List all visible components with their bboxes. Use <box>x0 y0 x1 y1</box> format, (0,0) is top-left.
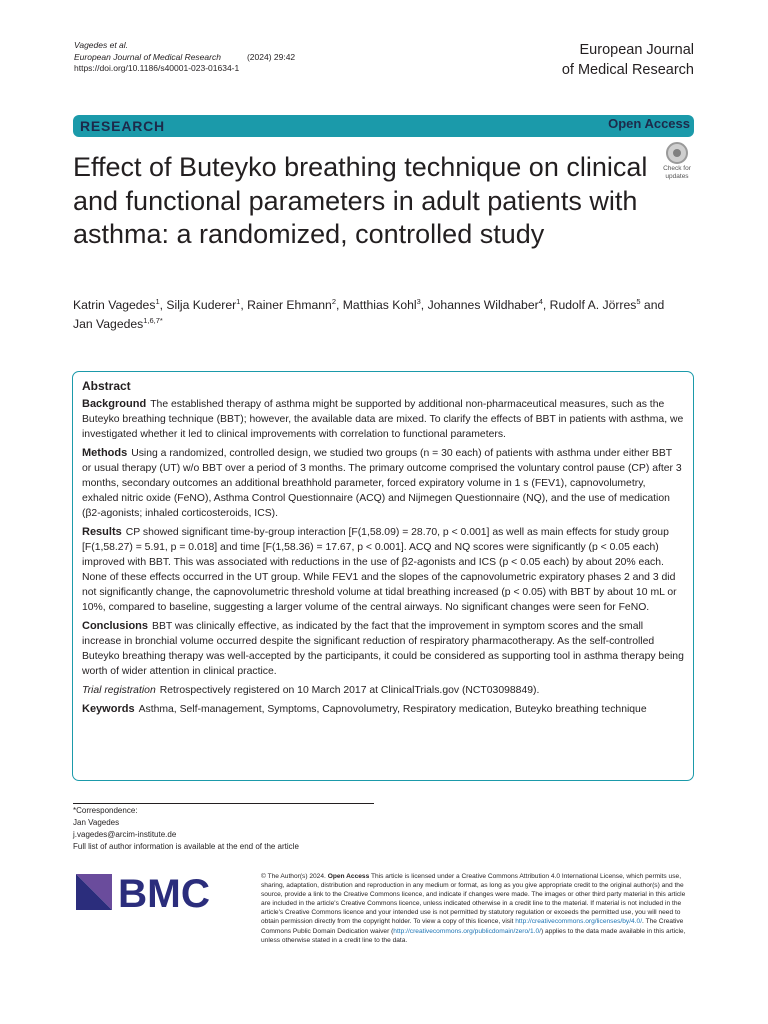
background-text: The established therapy of asthma might be supported by additional non-pharmaceutical measures, such as the Buteyko breathing technique (BBT); however, the available data are mixed. To clarify the effects of BBT in patients with asthma, we investigated whether it led to clinical improvements with correlation to functional parameters. <box>82 399 684 440</box>
abstract-conclusions <box>82 619 684 679</box>
author-affiliation: 1 <box>155 297 160 306</box>
check-for-updates-line1: Check for <box>663 165 691 172</box>
author-name: Jan Vagedes <box>73 317 144 331</box>
trial-registration-heading: Trial registration <box>82 685 156 696</box>
check-for-updates-badge[interactable] <box>657 142 697 180</box>
conclusions-heading: Conclusions <box>82 620 149 632</box>
abstract-methods <box>82 446 684 521</box>
abstract-trial-registration <box>82 683 684 698</box>
abstract-keywords <box>82 702 684 717</box>
license-body-3: ) applies to the data made available in this article, unless otherwise stated in a credit line to the data. <box>261 927 686 944</box>
correspondence-email[interactable]: j.vagedes@arcim-institute.de <box>73 830 177 839</box>
author-list: Katrin Vagedes$^1$, Silja Kuderer$^1$, Rainer Ehmann$^2$, Matthias Kohl$^3$, Johannes Wildhaber$^4$, Rudolf A. Jörres$^5$ and Jan Vagedes$^{1,6,7*}$ <box>73 297 665 331</box>
license-link-cc-by[interactable]: http://creativecommons.org/licenses/by/4.0/ <box>515 918 643 926</box>
journal-citation <box>74 52 295 64</box>
license-link-cc-zero[interactable]: http://creativecommons.org/publicdomain/zero/1.0/ <box>393 927 541 935</box>
correspondence-name: Jan Vagedes <box>73 818 120 827</box>
section-banner <box>73 115 694 137</box>
results-text: CP showed significant time-by-group interaction [F(1,58.09) = 28.70, p < 0.001] as well as main effects for study group [F(1,58.27) = 5.91, p = 0.018] and time [F(1,58.36) = 17.67, p < 0.001]. ACQ and NQ scores were significantly (p < 0.05 each) improved with BBT. This was associated with reductions in the use of β2-agonists and ICS (p < 0.05 each) by about 20% each. None of these effects occurred in the UT group. While FEV1 and the slopes of the capnovolumetric expiratory phases 2 and 3 did not significantly change, the capnovolumetric threshold volume at tidal breathing increased (p < 0.05) with BBT by about 10 mL or 10%, compared to baseline, suggesting a larger volume of the central airways. No significant changes were seen for FeNO. <box>82 527 677 613</box>
author-affiliation: 1,6,7* <box>143 316 163 325</box>
author-name: Rainer Ehmann <box>247 298 332 312</box>
journal-short: European Journal of Medical Research <box>74 51 221 62</box>
keywords-heading: Keywords <box>82 703 135 715</box>
license-text <box>261 872 693 945</box>
license-body-2: . The Creative Commons Public Domain Dedication waiver ( <box>261 918 684 935</box>
author-affiliation: 3 <box>416 297 421 306</box>
citation-block <box>74 40 295 75</box>
abstract-background <box>82 397 684 442</box>
doi-link[interactable]: https://doi.org/10.1186/s40001-023-01634-1 <box>74 63 240 73</box>
correspondence-block <box>73 805 299 853</box>
open-access-label: Open Access <box>608 116 690 131</box>
journal-name <box>562 40 694 80</box>
author-conjunction: and <box>643 298 665 312</box>
journal-name-line1: European Journal <box>579 42 694 58</box>
year-issue: (2024) 29:42 <box>246 51 296 62</box>
abstract-box <box>72 371 694 781</box>
license-body-1: This article is licensed under a Creative Commons Attribution 4.0 International License, which permits use, sharing, adaptation, distribution and reproduction in any medium or format, as long as you give appropriate credit to the original author(s) and the source, provide a link to the Creative Commons licence, and indicate if changes were made. The images or other third party material in this article are included in the article's Creative Commons licence, unless indicated otherwise in a credit line to the material. If material is not included in the article's Creative Commons licence and your intended use is not permitted by statutory regulation or exceeds the permitted use, you will need to obtain permission directly from the copyright holder. To view a copy of this licence, visit <box>261 873 686 926</box>
author-name: Johannes Wildhaber <box>427 298 539 312</box>
keywords-text: Asthma, Self-management, Symptoms, Capnovolumetry, Respiratory medication, Buteyko breathing technique <box>138 704 647 715</box>
abstract-results <box>82 525 684 615</box>
author-name: Matthias Kohl <box>342 298 417 312</box>
author-affiliation: 2 <box>331 297 336 306</box>
author-info-note: Full list of author information is available at the end of the article <box>73 842 299 851</box>
bmc-logo <box>76 874 212 912</box>
author-affiliation: 5 <box>636 297 641 306</box>
trial-registration-text: Retrospectively registered on 10 March 2017 at ClinicalTrials.gov (NCT03098849). <box>159 685 540 696</box>
bmc-logo-text: BMC <box>118 874 210 912</box>
author-name: Rudolf A. Jörres <box>549 298 637 312</box>
copyright-notice: © The Author(s) 2024. <box>261 873 326 880</box>
methods-heading: Methods <box>82 447 128 459</box>
conclusions-text: BBT was clinically effective, as indicated by the fact that the improvement in symptom scores and the small increase in bronchial volume occurred despite the significant reduction of respiratory pharmacotherapy. As the self-controlled Buteyko breathing therapy was well-accepted by the participants, it could be considered as supporting tool in asthma therapy being worth of wider attention in clinical practice. <box>82 621 684 677</box>
background-heading: Background <box>82 398 147 410</box>
abstract-heading: Abstract <box>82 379 131 393</box>
check-for-updates-icon <box>666 142 688 164</box>
footnote-divider <box>73 803 374 804</box>
author-short: Vagedes et al. <box>74 40 129 50</box>
correspondence-label: *Correspondence: <box>73 806 138 815</box>
article-title: Effect of Buteyko breathing technique on clinical and functional parameters in adult patients with asthma: a randomized, controlled study <box>73 152 648 249</box>
author-affiliation: 4 <box>538 297 543 306</box>
methods-text: Using a randomized, controlled design, we studied two groups (n = 30 each) of patients with asthma under either BBT or usual therapy (UT) w/o BBT over a period of 3 months. The primary outcome comprised the voluntary control pause (CP) after 3 months, secondary outcomes an additional breathhold parameter, forced expiratory volume in 1 s (FEV1), capnovolumetry, exhaled nitric oxide (FeNO), Asthma Control Questionnaire (ACQ) and Nijmegen Questionnaire (NQ), and the use of medication (β2-agonists; inhaled corticosteroids, ICS). <box>82 448 682 519</box>
results-heading: Results <box>82 526 122 538</box>
author-affiliation: 1 <box>236 297 241 306</box>
author-name: Silja Kuderer <box>166 298 237 312</box>
author-name: Katrin Vagedes <box>73 298 156 312</box>
section-label: RESEARCH <box>80 118 165 134</box>
journal-name-line2: of Medical Research <box>561 62 694 78</box>
license-open-access: Open Access <box>327 873 370 880</box>
check-for-updates-line2: updates <box>665 173 689 180</box>
